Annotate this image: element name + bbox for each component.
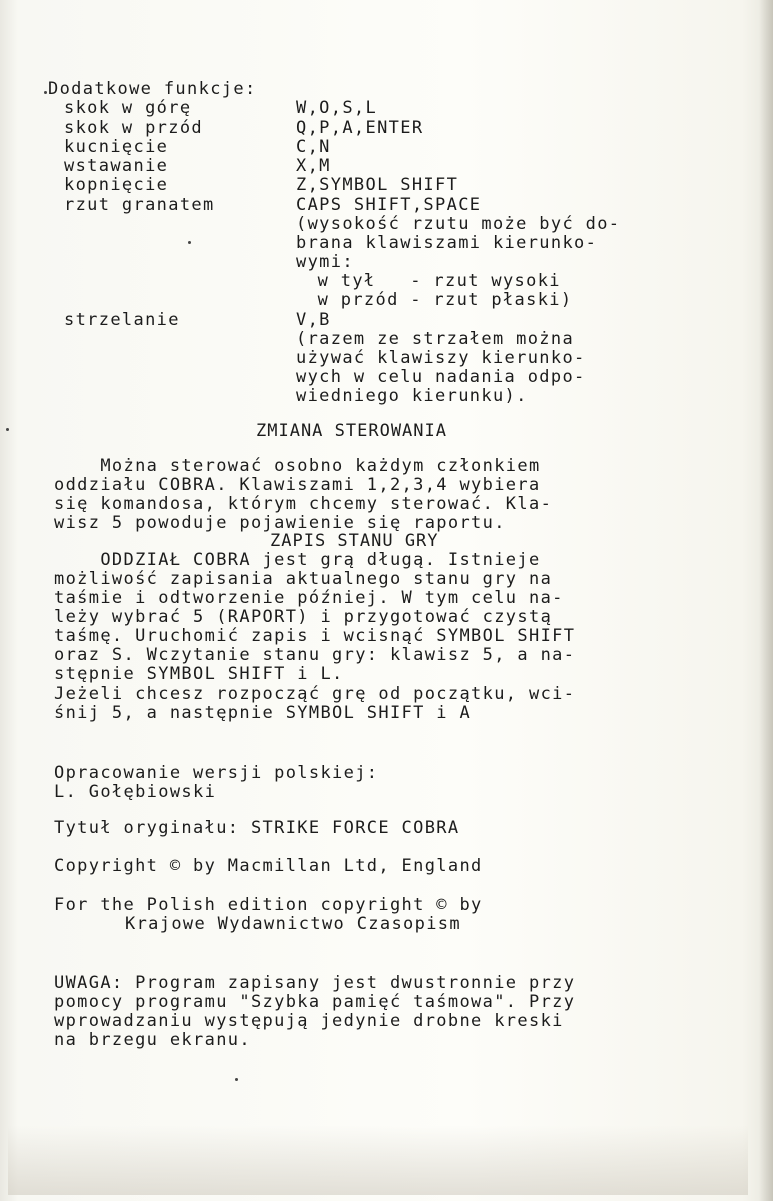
grenade-note-line: (wysokość rzutu może być do- xyxy=(296,214,621,234)
warning-line: na brzegu ekranu. xyxy=(54,1030,251,1050)
function-keys: CAPS SHIFT,SPACE xyxy=(296,195,482,215)
polish-version-label: Opracowanie wersji polskiej: xyxy=(54,763,379,783)
paper-edge-shadow xyxy=(759,0,773,1201)
function-keys: C,N xyxy=(296,137,331,157)
ink-speck xyxy=(235,1078,238,1081)
function-keys: V,B xyxy=(296,310,331,330)
grenade-note-line: w przód - rzut płaski) xyxy=(306,290,573,310)
grenade-note-line: wymi: xyxy=(296,252,354,272)
polish-version-author: L. Gołębiowski xyxy=(54,782,217,802)
function-action: kucnięcie xyxy=(64,137,169,157)
copyright-line: Copyright © by Macmillan Ltd, England xyxy=(54,856,483,876)
ink-speck xyxy=(44,91,47,94)
ink-speck xyxy=(188,241,191,244)
paper-fold-shadow xyxy=(8,1125,748,1195)
function-action: skok w przód xyxy=(64,118,204,138)
publisher-line: Krajowe Wydawnictwo Czasopism xyxy=(125,914,461,934)
save-text-line: śnij 5, a następnie SYMBOL SHIFT i A xyxy=(54,703,472,723)
warning-line: wprowadzaniu występują jedynie drobne kreski xyxy=(54,1011,564,1031)
grenade-note-line: w tył - rzut wysoki xyxy=(306,271,561,291)
save-text-line: oraz S. Wczytanie stanu gry: klawisz 5, a na- xyxy=(54,645,576,665)
save-text-line: stępnie SYMBOL SHIFT i L. xyxy=(54,664,344,684)
function-keys: Q,P,A,ENTER xyxy=(296,118,424,138)
warning-line: UWAGA: Program zapisany jest dwustronnie przy xyxy=(54,973,576,993)
shooting-note-line: (razem ze strzałem można xyxy=(296,329,575,349)
control-text-line: Można sterować osobno każdym członkiem xyxy=(54,456,541,476)
save-text-line: ODDZIAŁ COBRA jest grą długą. Istnieje xyxy=(54,550,541,570)
shooting-note-line: wiedniego kierunku). xyxy=(296,386,528,406)
function-action: rzut granatem xyxy=(64,195,215,215)
save-text-line: możliwość zapisania aktualnego stanu gry na xyxy=(54,569,553,589)
shooting-note-line: wych w celu nadania odpo- xyxy=(296,367,586,387)
ink-speck xyxy=(6,428,9,431)
shooting-note-line: używać klawiszy kierunko- xyxy=(296,348,586,368)
control-text-line: oddziału COBRA. Klawiszami 1,2,3,4 wybiera xyxy=(54,475,541,495)
function-keys: Z,SYMBOL SHIFT xyxy=(296,175,459,195)
save-text-line: leży wybrać 5 (RAPORT) i przygotować czystą xyxy=(54,607,553,627)
control-section-title: ZMIANA STEROWANIA xyxy=(256,421,447,441)
function-keys: X,M xyxy=(296,156,331,176)
save-section-title: ZAPIS STANU GRY xyxy=(270,531,439,551)
polish-edition-line: For the Polish edition copyright © by xyxy=(54,895,483,915)
save-text-line: Jeżeli chcesz rozpocząć grę od początku, wci- xyxy=(54,684,576,704)
function-keys: W,O,S,L xyxy=(296,98,378,118)
save-text-line: taśmie i odtworzenie później. W tym celu na- xyxy=(54,588,564,608)
functions-title: Dodatkowe funkcje: xyxy=(48,79,257,99)
original-title: Tytuł oryginału: STRIKE FORCE COBRA xyxy=(54,818,460,838)
function-action: wstawanie xyxy=(64,156,169,176)
warning-line: pomocy programu "Szybka pamięć taśmowa". Przy xyxy=(54,992,576,1012)
control-text-line: wisz 5 powoduje pojawienie się raportu. xyxy=(54,513,506,533)
save-text-line: taśmę. Uruchomić zapis i wcisnąć SYMBOL SHIFT xyxy=(54,626,576,646)
function-action: kopnięcie xyxy=(64,175,169,195)
function-action: skok w górę xyxy=(64,98,192,118)
grenade-note-line: brana klawiszami kierunko- xyxy=(296,233,598,253)
control-text-line: się komandosa, którym chcemy sterować. Kla- xyxy=(54,494,553,514)
function-action: strzelanie xyxy=(64,310,180,330)
